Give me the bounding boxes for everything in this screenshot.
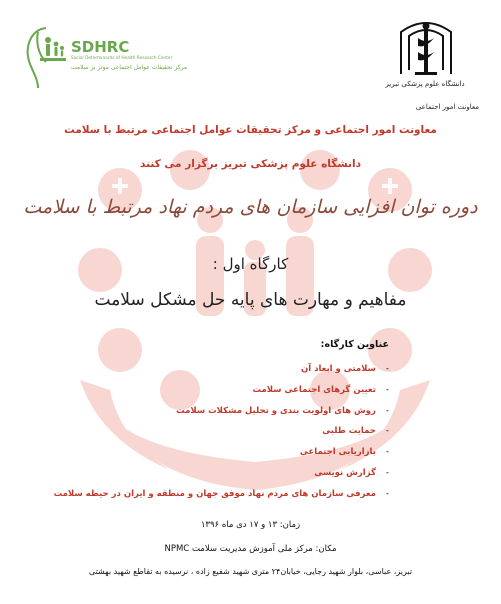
department-label: معاونت امور اجتماعی — [415, 103, 479, 111]
workshop-title: مفاهیم و مهارت های پایه حل مشکل سلامت — [94, 290, 407, 310]
address-line: تبریز، عباسی، بلوار شهید رجایی، خیابان۲۴ متری شهید شفیع زاده ، نرسیده به تقاطع شهید بهشتی — [88, 567, 413, 576]
topic-text: سلامتی و ابعاد آن — [300, 364, 376, 374]
topic-text: تعیین گرهای اجتماعی سلامت — [252, 384, 376, 395]
host-headline: دانشگاه علوم پزشکی تبریز برگزار می کنند — [140, 158, 361, 170]
topic-text: روش های اولویت بندی و تحلیل مشکلات سلامت — [176, 405, 376, 416]
list-item — [54, 487, 389, 508]
sdhrc-logo — [16, 18, 188, 96]
bullet-dash: - — [385, 467, 389, 478]
bullet-dash: - — [385, 405, 389, 416]
bullet-dash: - — [385, 426, 389, 437]
workshop-label: کارگاه اول : — [212, 255, 289, 273]
list-item — [54, 362, 389, 383]
course-title: دوره توان افزایی سازمان های مردم نهاد مرتبط با سلامت — [23, 196, 478, 218]
bullet-dash: - — [385, 447, 389, 458]
organizers-headline: معاونت امور اجتماعی و مرکز تحقیقات عوامل اجتماعی مرتبط با سلامت — [64, 124, 437, 136]
topic-text: گزارش نویسی — [314, 467, 376, 478]
list-item — [54, 383, 389, 404]
sdhrc-acronym: SDHRC — [71, 38, 130, 56]
list-item — [54, 445, 389, 466]
university-caduceus-emblem-icon — [381, 12, 471, 82]
bullet-dash: - — [385, 384, 389, 395]
list-item — [54, 404, 389, 425]
bullet-dash: - — [385, 488, 389, 499]
topic-text: بازاریابی اجتماعی — [299, 447, 376, 458]
bullet-dash: - — [385, 364, 389, 374]
topic-text: حمایت طلبی — [322, 426, 376, 437]
list-item — [54, 466, 389, 487]
topics-list — [54, 362, 389, 508]
topics-heading: عناوین کارگاه: — [320, 339, 389, 350]
sdhrc-name-fa: مرکز تحقیقات عوامل اجتماعی موثر بر سلامت — [71, 64, 188, 71]
sdhrc-name-en: Social Determinants of Health Research Center — [71, 56, 173, 61]
date-line: زمان: ۱۳ و ۱۷ دی ماه ۱۳۹۶ — [200, 520, 301, 530]
list-item — [54, 424, 389, 445]
topic-text: معرفی سازمان های مردم نهاد موفق جهان و منطقه و ایران در حیطه سلامت — [53, 488, 376, 499]
university-name: دانشگاه علوم پزشکی تبریز — [385, 80, 465, 88]
place-line: مکان: مرکز ملی آموزش مدیریت سلامت NPMC — [164, 544, 337, 554]
